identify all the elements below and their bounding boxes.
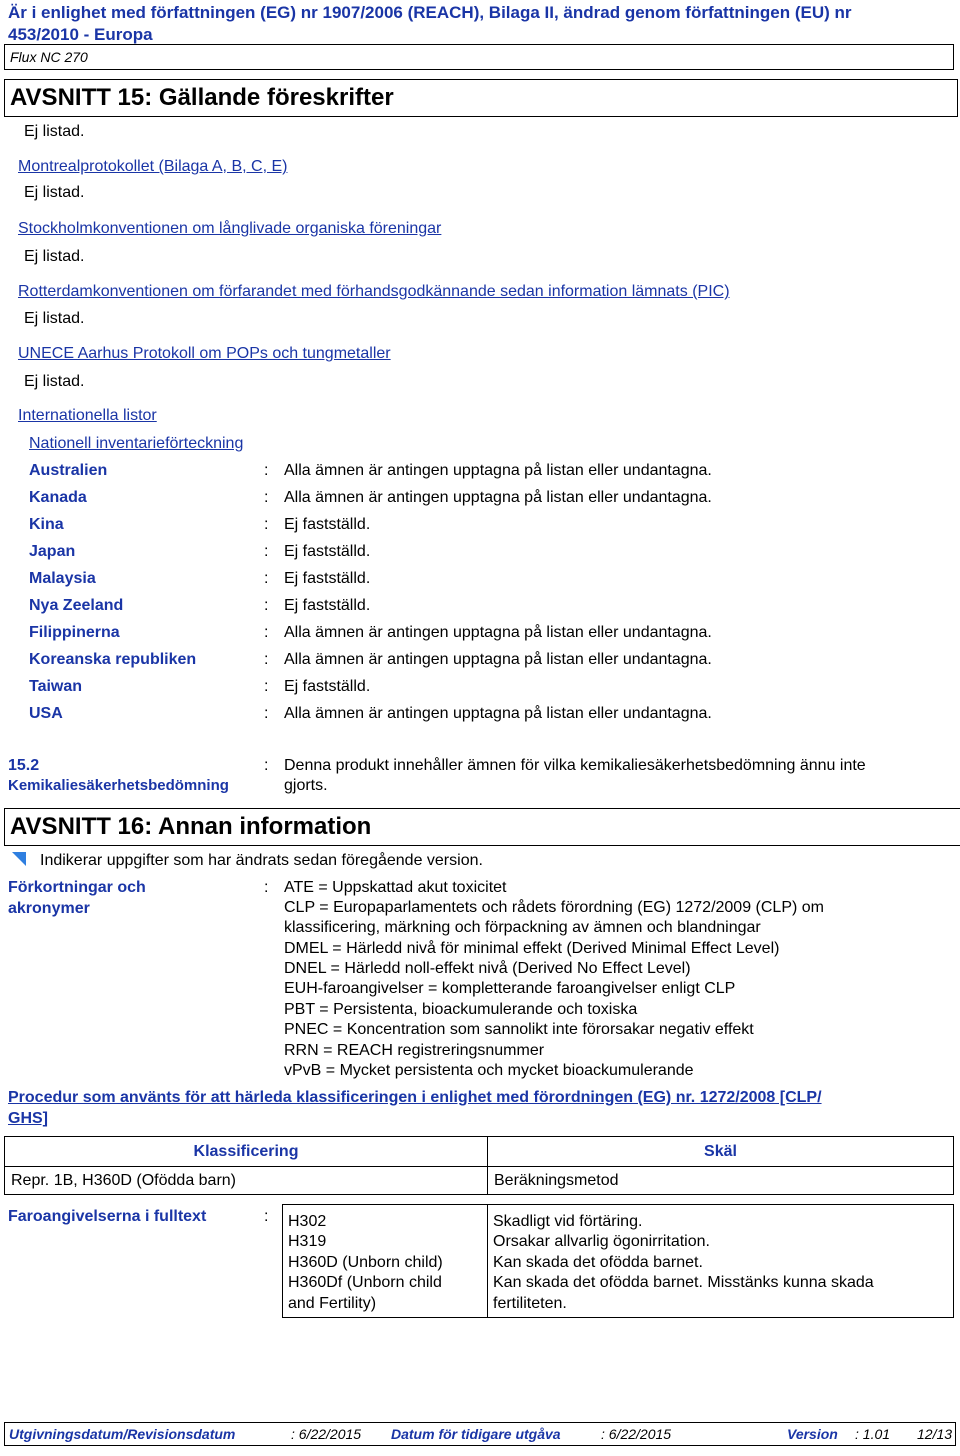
footer-version-label: Version (787, 1426, 838, 1442)
inventory-country: Taiwan (29, 678, 83, 695)
status-text: Ej listad. (24, 184, 85, 201)
inventory-value: Alla ämnen är antingen upptagna på listan eller undantagna. (284, 624, 712, 641)
document-header-title (8, 2, 948, 46)
product-name: Flux NC 270 (4, 44, 954, 70)
abbreviation-line: DMEL = Härledd nivå för minimal effekt (Derived Minimal Effect Level) (284, 940, 780, 957)
inventory-country: Koreanska republiken (29, 651, 197, 668)
footer-prev-label: Datum för tidigare utgåva (391, 1426, 561, 1442)
section-15-2-value-line2: gjorts. (284, 777, 328, 794)
classification-column-header: Klassificering (5, 1137, 488, 1167)
footer-date-label: Utgivningsdatum/Revisionsdatum (9, 1426, 236, 1442)
colon: : (264, 462, 269, 479)
abbreviation-line: PNEC = Koncentration som sannolikt inte förorsakar negativ effekt (284, 1021, 754, 1038)
abbreviations-label-line1: Förkortningar och (8, 879, 146, 896)
colon: : (264, 1208, 269, 1225)
regulation-heading[interactable]: Stockholmkonventionen om långlivade organiska föreningar (18, 220, 442, 237)
inventory-country: Malaysia (29, 570, 96, 587)
hazard-box-divider (487, 1205, 488, 1317)
status-text: Ej listad. (24, 123, 85, 140)
classification-table (4, 1136, 954, 1195)
hazard-text: Kan skada det ofödda barnet. Misstänks kunna skada (493, 1274, 874, 1291)
section-15-2-label: Kemikaliesäkerhetsbedömning (8, 777, 229, 794)
footer-prev-value: : 6/22/2015 (601, 1426, 672, 1442)
abbreviation-line: vPvB = Mycket persistenta och mycket bioackumulerande (284, 1062, 694, 1079)
inventory-country: Filippinerna (29, 624, 120, 641)
status-text: Ej listad. (24, 373, 85, 390)
regulation-heading[interactable]: Rotterdamkonventionen om förfarandet med förhandsgodkännande sedan information lämnats (PIC) (18, 283, 730, 300)
inventory-country: Kina (29, 516, 64, 533)
reason-cell: Beräkningsmetod (488, 1167, 954, 1195)
inventory-country: Nya Zeeland (29, 597, 124, 614)
status-text: Ej listad. (24, 248, 85, 265)
inventory-value: Ej fastställd. (284, 678, 371, 695)
procedure-heading-line1[interactable]: Procedur som använts för att härleda klassificeringen i enlighet med förordningen (EG) nr. 1272/2008 [CLP/ (8, 1089, 822, 1106)
hazard-text: Orsakar allvarlig ögonirritation. (493, 1233, 710, 1250)
colon: : (264, 678, 269, 695)
footer-version-value: : 1.01 (855, 1426, 891, 1442)
inventory-value: Alla ämnen är antingen upptagna på listan eller undantagna. (284, 462, 712, 479)
header-line-2: 453/2010 - Europa (8, 25, 153, 44)
hazard-code: H302 (288, 1213, 327, 1230)
inventory-country: Kanada (29, 489, 87, 506)
colon: : (264, 624, 269, 641)
hazard-text: fertiliteten. (493, 1295, 567, 1312)
hazard-code: and Fertility) (288, 1295, 377, 1312)
colon: : (264, 516, 269, 533)
inventory-heading[interactable]: Nationell inventarieförteckning (29, 435, 244, 452)
inventory-country: USA (29, 705, 63, 722)
inventory-value: Alla ämnen är antingen upptagna på listan eller undantagna. (284, 489, 712, 506)
inventory-value: Ej fastställd. (284, 570, 371, 587)
classification-cell: Repr. 1B, H360D (Ofödda barn) (5, 1167, 488, 1195)
hazard-text: Kan skada det ofödda barnet. (493, 1254, 703, 1271)
colon: : (264, 757, 269, 774)
footer-page-number: 12/13 (917, 1426, 953, 1442)
colon: : (264, 597, 269, 614)
colon: : (264, 543, 269, 560)
inventory-value: Ej fastställd. (284, 597, 371, 614)
colon: : (264, 570, 269, 587)
abbreviation-line: DNEL = Härledd noll-effekt nivå (Derived No Effect Level) (284, 960, 691, 977)
inventory-country: Australien (29, 462, 108, 479)
regulation-heading[interactable]: Montrealprotokollet (Bilaga A, B, C, E) (18, 158, 288, 175)
inventory-value: Alla ämnen är antingen upptagna på listan eller undantagna. (284, 705, 712, 722)
section-15-title: AVSNITT 15: Gällande föreskrifter (4, 79, 958, 117)
abbreviations-label-line2: akronymer (8, 900, 90, 917)
header-line-1: Är i enlighet med författningen (EG) nr 1907/2006 (REACH), Bilaga II, ändrad genom författningen (EU) nr (8, 3, 852, 22)
abbreviation-line: PBT = Persistenta, bioackumulerande och toxiska (284, 1001, 638, 1018)
section-15-2-number: 15.2 (8, 757, 40, 774)
abbreviation-line: RRN = REACH registreringsnummer (284, 1042, 545, 1059)
footer-date-value: : 6/22/2015 (291, 1426, 362, 1442)
changed-flag-icon (12, 852, 26, 866)
hazard-statements-label: Faroangivelserna i fulltext (8, 1208, 207, 1225)
changed-note: Indikerar uppgifter som har ändrats sedan föregående version. (40, 852, 483, 869)
procedure-heading-line2[interactable]: GHS] (8, 1110, 48, 1127)
colon: : (264, 879, 269, 896)
hazard-code: H360Df (Unborn child (288, 1274, 442, 1291)
section-16-title: AVSNITT 16: Annan information (4, 808, 960, 846)
hazard-text: Skadligt vid förtäring. (493, 1213, 643, 1230)
abbreviation-line: EUH-faroangivelser = kompletterande faroangivelser enligt CLP (284, 980, 736, 997)
international-lists-heading[interactable]: Internationella listor (18, 407, 157, 424)
section-15-2-value-line1: Denna produkt innehåller ämnen för vilka kemikaliesäkerhetsbedömning ännu inte (284, 757, 866, 774)
inventory-country: Japan (29, 543, 76, 560)
colon: : (264, 651, 269, 668)
inventory-value: Alla ämnen är antingen upptagna på listan eller undantagna. (284, 651, 712, 668)
hazard-code: H360D (Unborn child) (288, 1254, 443, 1271)
abbreviation-line: CLP = Europaparlamentets och rådets förordning (EG) 1272/2009 (CLP) om (284, 899, 824, 916)
abbreviation-line: klassificering, märkning och förpackning av ämnen och blandningar (284, 919, 761, 936)
inventory-value: Ej fastställd. (284, 516, 371, 533)
regulation-heading[interactable]: UNECE Aarhus Protokoll om POPs och tungmetaller (18, 345, 391, 362)
page-footer (4, 1422, 956, 1446)
hazard-code: H319 (288, 1233, 327, 1250)
hazard-statements-box (282, 1204, 954, 1318)
abbreviation-line: ATE = Uppskattad akut toxicitet (284, 879, 507, 896)
status-text: Ej listad. (24, 310, 85, 327)
colon: : (264, 489, 269, 506)
colon: : (264, 705, 269, 722)
reason-column-header: Skäl (488, 1137, 954, 1167)
inventory-value: Ej fastställd. (284, 543, 371, 560)
